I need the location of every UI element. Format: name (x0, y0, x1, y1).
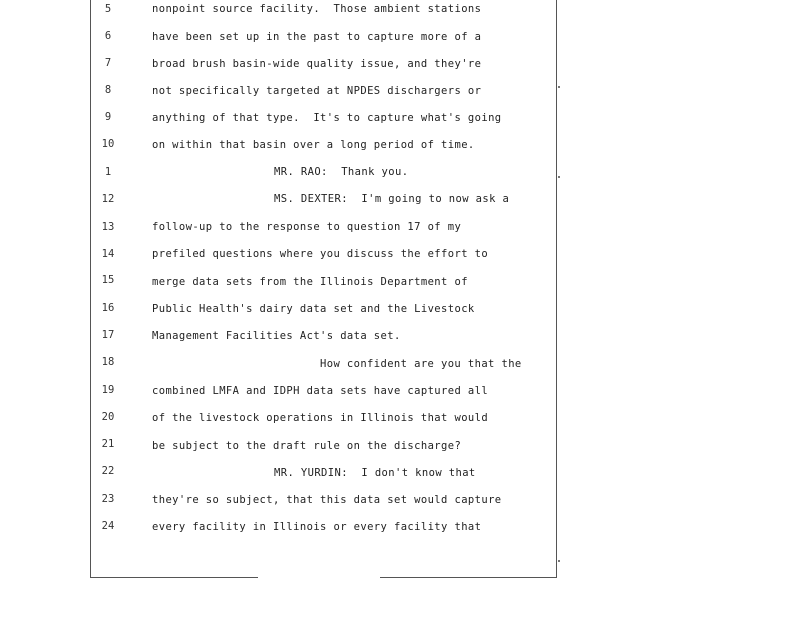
right-margin-rule (556, 0, 557, 578)
line-number: 21 (101, 438, 115, 450)
line-number: 18 (101, 356, 115, 368)
line-text: be subject to the draft rule on the discharge? (152, 440, 462, 452)
line-text: nonpoint source facility. Those ambient stations (152, 3, 482, 15)
line-number: 13 (101, 221, 115, 233)
line-text: on within that basin over a long period of time. (152, 139, 475, 151)
line-number: 1 (104, 166, 112, 178)
line-number: 6 (104, 30, 112, 42)
speaker-line: MS. DEXTER: I'm going to now ask a (274, 193, 510, 205)
line-text: have been set up in the past to capture more of a (152, 31, 482, 43)
scan-speck (558, 86, 560, 88)
line-number: 9 (104, 111, 112, 123)
line-number: 14 (101, 248, 115, 260)
line-number: 17 (101, 329, 115, 341)
line-text: follow-up to the response to question 17 of my (152, 221, 462, 233)
line-text: combined LMFA and IDPH data sets have captured all (152, 385, 489, 397)
bottom-rule-right (380, 577, 557, 578)
bottom-rule-left (90, 577, 258, 578)
line-text: of the livestock operations in Illinois that would (152, 412, 489, 424)
line-number: 23 (101, 493, 115, 505)
line-number: 7 (104, 57, 112, 69)
line-text: merge data sets from the Illinois Department of (152, 276, 468, 288)
line-text: How confident are you that the (320, 358, 522, 370)
line-number: 16 (101, 302, 115, 314)
line-number: 20 (101, 411, 115, 423)
line-number: 10 (101, 138, 115, 150)
line-text: broad brush basin-wide quality issue, and they're (152, 58, 482, 70)
line-text: they're so subject, that this data set would capture (152, 494, 502, 506)
line-number: 22 (101, 465, 115, 477)
line-text: Public Health's dairy data set and the Livestock (152, 303, 475, 315)
scan-speck (558, 560, 560, 562)
speaker-line: MR. YURDIN: I don't know that (274, 467, 476, 479)
line-number: 15 (101, 274, 115, 286)
speaker-line: MR. RAO: Thank you. (274, 166, 409, 178)
line-text: not specifically targeted at NPDES dischargers or (152, 85, 482, 97)
line-text: prefiled questions where you discuss the effort to (152, 248, 489, 260)
line-number: 12 (101, 193, 115, 205)
line-number: 19 (101, 384, 115, 396)
line-number: 5 (104, 3, 112, 15)
line-number: 24 (101, 520, 115, 532)
line-text: anything of that type. It's to capture what's going (152, 112, 502, 124)
line-number: 8 (104, 84, 112, 96)
line-text: Management Facilities Act's data set. (152, 330, 401, 342)
scan-speck (558, 176, 560, 178)
line-text: every facility in Illinois or every facility that (152, 521, 482, 533)
